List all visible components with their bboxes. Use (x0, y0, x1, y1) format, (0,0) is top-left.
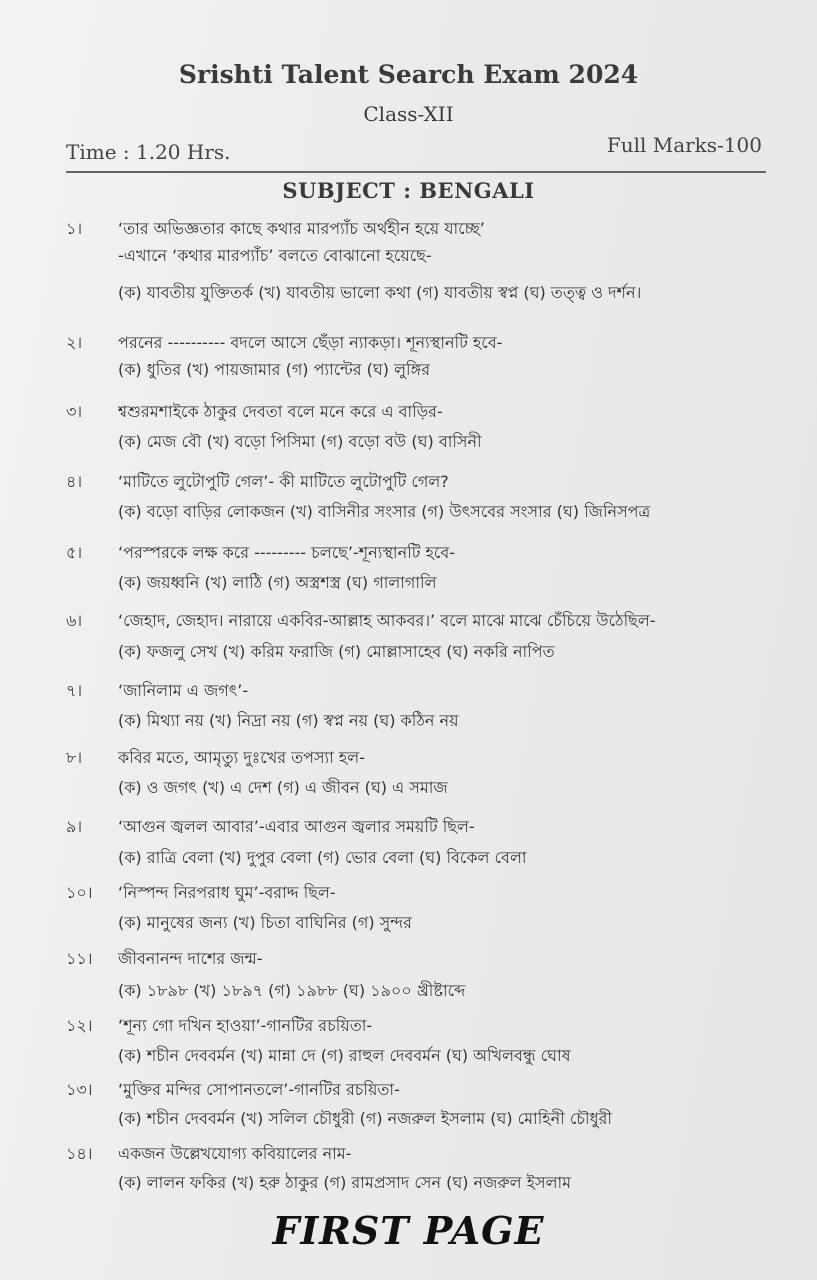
question-options: (ক) শচীন দেববর্মন (খ) মান্না দে (গ) রাহুল দেববর্মন (ঘ) অখিলবন্ধু ঘোষ (118, 1046, 571, 1065)
question-options: (ক) রাত্রি বেলা (খ) দুপুর বেলা (গ) ভোর বেলা (ঘ) বিকেল বেলা (118, 848, 527, 867)
question-number: ১৪। (66, 1144, 93, 1163)
question-number: ১০। (66, 883, 93, 902)
question-text: ‘জেহাদ, জেহাদ। নারায়ে একবির-আল্লাহ আকবর।’ বলে মাঝে মাঝে চেঁচিয়ে উঠেছিল- (118, 611, 656, 630)
question-options: (ক) ও জগৎ (খ) এ দেশ (গ) এ জীবন (ঘ) এ সমাজ (118, 778, 448, 797)
question-subtext: -এখানে ‘কথার মারপ্যাঁচ’ বলতে বোঝানো হয়েছে- (118, 246, 432, 265)
question-text: ‘নিস্পন্দ নিরপরাধ ঘুম’-বরাদ্দ ছিল- (118, 883, 336, 902)
subject-heading: SUBJECT : BENGALI (282, 178, 535, 203)
question-options: (ক) মানুষের জন্য (খ) চিতা বাঘিনির (গ) সুন্দর (118, 913, 412, 932)
class-label: Class-XII (363, 102, 454, 126)
first-page-caption: FIRST PAGE (272, 1208, 545, 1253)
question-number: ৩। (66, 402, 83, 421)
question-text: ‘আগুন জ্বলল আবার’-এবার আগুন জ্বলার সময়টি ছিল- (118, 817, 475, 836)
full-marks-label: Full Marks-100 (606, 133, 762, 157)
question-text: ‘শূন্য গো দখিন হাওয়া’-গানটির রচয়িতা- (118, 1016, 373, 1035)
question-text: ‘মাটিতে লুটোপুটি গেল’- কী মাটিতে লুটোপুটি গেল? (118, 472, 449, 491)
question-text: শ্বশুরমশাইকে ঠাকুর দেবতা বলে মনে করে এ বাড়ির- (118, 402, 443, 421)
question-text: ‘তার অভিজ্ঞতার কাছে কথার মারপ্যাঁচ অর্থহীন হয়ে যাচ্ছে’ (118, 219, 485, 238)
question-number: ১২। (66, 1016, 93, 1035)
question-options: (ক) ফজলু সেখ (খ) করিম ফরাজি (গ) মোল্লাসাহেব (ঘ) নকরি নাপিত (118, 642, 555, 661)
time-label: Time : 1.20 Hrs. (66, 140, 231, 164)
question-text: পরনের ---------- বদলে আসে ছেঁড়া ন্যাকড়া। শূন্যস্থানটি হবে- (118, 333, 503, 352)
question-number: ৮। (66, 748, 83, 767)
question-options: (ক) মিথ্যা নয় (খ) নিদ্রা নয় (গ) স্বপ্ন নয় (ঘ) কঠিন নয় (118, 711, 459, 730)
question-number: ৬। (66, 611, 83, 630)
question-number: ৪। (66, 472, 83, 491)
question-text: কবির মতে, আমৃত্যু দুঃখের তপস্যা হল- (118, 748, 365, 767)
question-options: (ক) বড়ো বাড়ির লোকজন (খ) বাসিনীর সংসার (গ) উৎসবের সংসার (ঘ) জিনিসপত্র (118, 502, 651, 521)
question-number: ১১। (66, 949, 93, 968)
question-options: (ক) মেজ বৌ (খ) বড়ো পিসিমা (গ) বড়ো বউ (ঘ) বাসিনী (118, 432, 482, 451)
question-number: ৯। (66, 817, 83, 836)
question-number: ৫। (66, 543, 83, 562)
question-options: (ক) জয়ধ্বনি (খ) লাঠি (গ) অস্ত্রশস্ত্র (ঘ) গালাগালি (118, 573, 437, 592)
question-text: ‘পরস্পরকে লক্ষ করে --------- চলছে’-শূন্যস্থানটি হবে- (118, 543, 456, 562)
question-text: ‘জানিলাম এ জগৎ’- (118, 681, 249, 700)
question-number: ৭। (66, 681, 83, 700)
exam-title: Srishti Talent Search Exam 2024 (178, 60, 639, 89)
question-options: (ক) ধুতির (খ) পায়জামার (গ) প্যান্টের (ঘ) লুঙ্গির (118, 360, 431, 379)
question-text: একজন উল্লেখযোগ্য কবিয়ালের নাম- (118, 1144, 352, 1163)
question-options: (ক) শচীন দেববর্মন (খ) সলিল চৌধুরী (গ) নজরুল ইসলাম (ঘ) মোহিনী চৌধুরী (118, 1109, 612, 1128)
question-options: (ক) যাবতীয় যুক্তিতর্ক (খ) যাবতীয় ভালো কথা (গ) যাবতীয় স্বপ্ন (ঘ) তত্ত্ব ও দর্শন। (118, 283, 642, 302)
question-options: (ক) ১৮৯৮ (খ) ১৮৯৭ (গ) ১৯৮৮ (ঘ) ১৯০০ খ্রীষ্টাব্দে (118, 981, 466, 1000)
question-text: ‘মুক্তির মন্দির সোপানতলে’-গানটির রচয়িতা- (118, 1080, 400, 1099)
header-divider (66, 171, 766, 173)
question-text: জীবনানন্দ দাশের জন্ম- (118, 949, 263, 968)
question-number: ১। (66, 219, 83, 238)
question-number: ১৩। (66, 1080, 93, 1099)
question-number: ২। (66, 333, 83, 352)
question-options: (ক) লালন ফকির (খ) হরু ঠাকুর (গ) রামপ্রসাদ সেন (ঘ) নজরুল ইসলাম (118, 1173, 572, 1192)
